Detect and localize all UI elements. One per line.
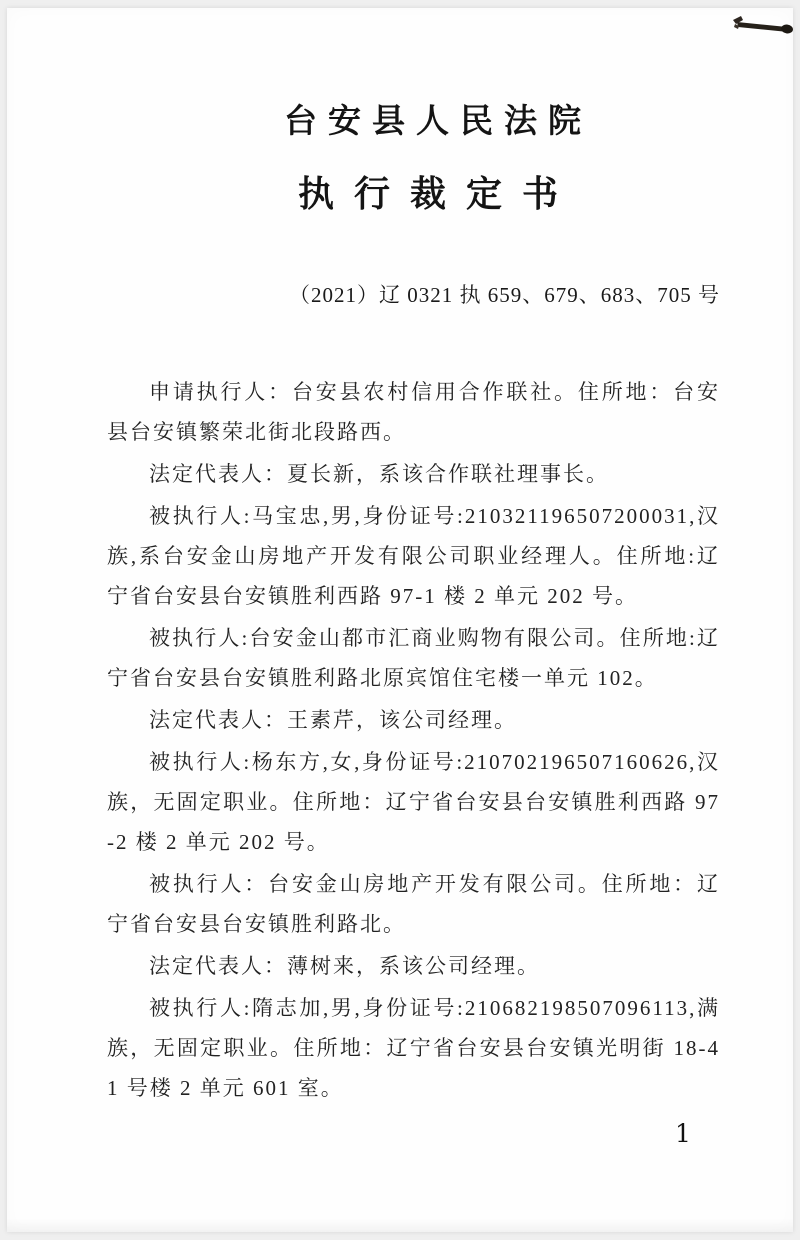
paragraph: 被执行人：台安金山房地产开发有限公司。住所地：辽宁省台安县台安镇胜利路北。 (107, 872, 720, 936)
paragraph: 法定代表人：王素芹，该公司经理。 (149, 708, 517, 732)
paragraph: 被执行人:马宝忠,男,身份证号:210321196507200031,汉族,系台安金山房地产开发有限公司职业经理人。住所地:辽宁省台安县台安镇胜利西路 97-1 楼 2 单元 202 号。 (107, 504, 720, 608)
page-number: 1 (675, 1119, 691, 1148)
paragraph: 法定代表人：薄树来，系该公司经理。 (149, 954, 540, 978)
document-page (7, 8, 793, 1232)
court-name-title: 台安县人民法院 (284, 104, 592, 140)
paragraph: 申请执行人：台安县农村信用合作联社。住所地：台安县台安镇繁荣北街北段路西。 (107, 380, 720, 444)
paragraph: 法定代表人：夏长新，系该合作联社理事长。 (149, 462, 609, 486)
case-number: （2021）辽 0321 执 659、679、683、705 号 (289, 283, 720, 307)
document-header (45, 8, 800, 216)
paragraph: 被执行人:隋志加,男,身份证号:210682198507096113,满族，无固定职业。住所地：辽宁省台安县台安镇光明街 18-41 号楼 2 单元 601 室。 (107, 996, 720, 1100)
document-type-title: 执行裁定书 (297, 174, 578, 214)
paragraph: 被执行人:台安金山都市汇商业购物有限公司。住所地:辽宁省台安县台安镇胜利路北原宾馆住宅楼一单元 102。 (107, 626, 720, 690)
scan-shadow (7, 1218, 793, 1232)
paragraph: 被执行人:杨东方,女,身份证号:210702196507160626,汉族，无固定职业。住所地：辽宁省台安县台安镇胜利西路 97-2 楼 2 单元 202 号。 (107, 750, 720, 854)
document-body (107, 372, 720, 1108)
document-content (107, 282, 720, 1108)
